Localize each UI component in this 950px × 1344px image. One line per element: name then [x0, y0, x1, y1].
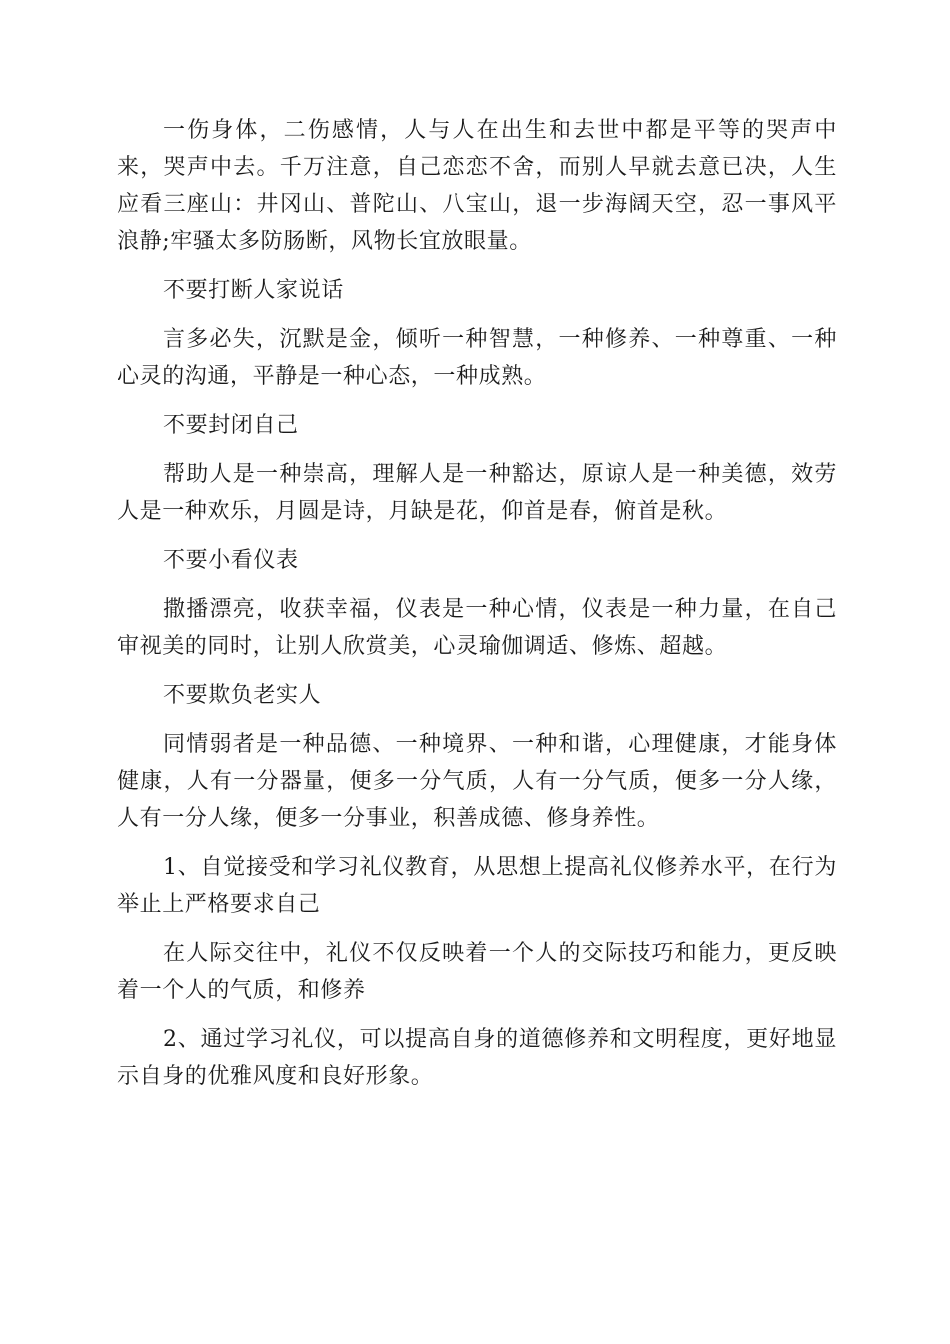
paragraph-etiquette: 在人际交往中，礼仪不仅反映着一个人的交际技巧和能力，更反映着一个人的气质，和修养 [117, 941, 837, 1003]
paragraph-honest: 同情弱者是一种品德、一种境界、一种和谐，心理健康，才能身体健康，人有一分器量，便多一分气质，人有一分气质，便多一分人缘，人有一分人缘，便多一分事业，积善成德、修身养性。 [117, 732, 837, 831]
paragraph-closed: 帮助人是一种崇高，理解人是一种豁达，原谅人是一种美德，效劳人是一种欢乐，月圆是诗，月缺是花，仰首是春，俯首是秋。 [117, 462, 837, 524]
section-heading-appearance: 不要小看仪表 [163, 548, 299, 573]
paragraph-intro: 一伤身体，二伤感情，人与人在出生和去世中都是平等的哭声中来，哭声中去。千万注意，自己恋恋不舍，而别人早就去意已决，人生应看三座山：井冈山、普陀山、八宝山，退一步海阔天空，忍一事风平浪静;牢骚太多防肠断，风物长宜放眼量。 [117, 118, 837, 254]
paragraph-interrupt: 言多必失，沉默是金，倾听一种智慧，一种修养、一种尊重、一种心灵的沟通，平静是一种心态，一种成熟。 [117, 327, 837, 389]
numbered-item-1: 1、自觉接受和学习礼仪教育，从思想上提高礼仪修养水平，在行为举止上严格要求自己 [117, 855, 837, 917]
section-heading-honest: 不要欺负老实人 [163, 683, 322, 708]
document-body [117, 112, 837, 1107]
paragraph-appearance: 撒播漂亮，收获幸福，仪表是一种心情，仪表是一种力量，在自己审视美的同时，让别人欣赏美，心灵瑜伽调适、修炼、超越。 [117, 597, 837, 659]
section-heading-closed: 不要封闭自己 [163, 413, 299, 438]
section-heading-interrupt: 不要打断人家说话 [163, 278, 344, 303]
numbered-item-2: 2、通过学习礼仪，可以提高自身的道德修养和文明程度，更好地显示自身的优雅风度和良好形象。 [117, 1027, 837, 1089]
